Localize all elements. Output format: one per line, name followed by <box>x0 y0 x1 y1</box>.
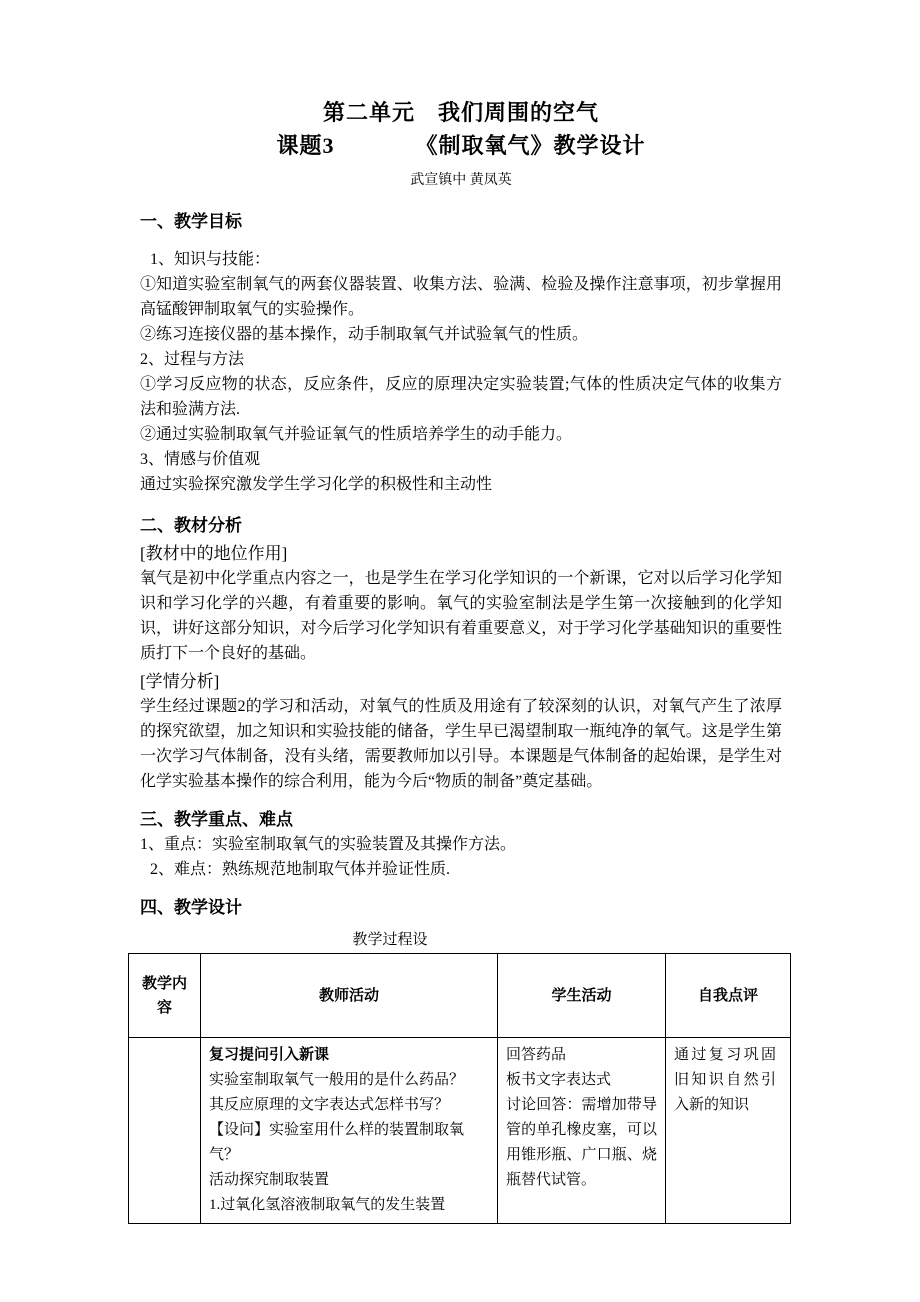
paragraph-knowledge-skills: 1、知识与技能： <box>150 251 271 268</box>
paragraph-emotion-values: 3、情感与价值观 <box>140 451 261 468</box>
doc-subtitle: 课题3 《制取氧气》教学设计 <box>276 133 646 158</box>
teacher-activity-title: 复习提问引入新课 <box>209 1047 330 1063</box>
subheading-student-analysis: [学情分析] <box>140 672 220 691</box>
teacher-activity-line: 1.过氧化氢溶液制取氧气的发生装置 <box>209 1197 446 1213</box>
paragraph-method-2: ②通过实验制取氧气并验证氧气的性质培养学生的动手能力。 <box>140 426 573 443</box>
cell-student-activity <box>498 1038 666 1224</box>
section-heading-objectives: 一、教学目标 <box>140 212 242 231</box>
cell-teaching-content <box>129 1038 201 1224</box>
paragraph-difficult-point: 2、难点：熟练规范地制取气体并验证性质. <box>150 861 451 878</box>
paragraph-method-1: ①学习反应物的状态，反应条件，反应的原理决定实验装置;气体的性质决定气体的收集方法和验满方法. <box>140 376 782 418</box>
student-activity-line: 讨论回答：需增加带导管的单孔橡皮塞，可以用锥形瓶、广口瓶、烧瓶替代试管。 <box>506 1097 657 1188</box>
paragraph-key-point: 1、重点：实验室制取氧气的实验装置及其操作方法。 <box>140 836 517 853</box>
table-row <box>129 1038 791 1224</box>
paragraph-process-method: 2、过程与方法 <box>140 351 245 368</box>
author-line: 武宣镇中 黄凤英 <box>410 173 512 188</box>
student-activity-line: 板书文字表达式 <box>506 1072 612 1088</box>
teaching-process-table <box>128 953 791 1224</box>
teacher-activity-line: 【设问】实验室用什么样的装置制取氧气？ <box>209 1122 465 1163</box>
paragraph-objective-2: ②练习连接仪器的基本操作，动手制取氧气并试验氧气的性质。 <box>140 326 589 343</box>
table-header-row <box>129 954 791 1038</box>
col-header-self-review: 自我点评 <box>666 954 791 1038</box>
paragraph-emotion-detail: 通过实验探究激发学生学习化学的积极性和主动性 <box>140 476 493 493</box>
student-activity-line: 回答药品 <box>506 1047 567 1063</box>
section-heading-key-points: 三、教学重点、难点 <box>140 810 293 829</box>
col-header-teaching-content: 教学内容 <box>129 954 201 1038</box>
col-header-teacher-activity: 教师活动 <box>201 954 498 1038</box>
col-header-student-activity: 学生活动 <box>498 954 666 1038</box>
cell-self-review <box>666 1038 791 1224</box>
cell-teacher-activity <box>201 1038 498 1224</box>
section-heading-teaching-design: 四、教学设计 <box>140 898 242 917</box>
table-caption: 教学过程设 <box>352 932 428 948</box>
paragraph-student-analysis: 学生经过课题2的学习和活动，对氧气的性质及用途有了较深刻的认识，对氧气产生了浓厚的探究欲望，加之知识和实验技能的储备，学生早已渴望制取一瓶纯净的氧气。这是学生第一次学习气体制备，没有头绪，需要教师加以引导。本课题是气体制备的起始课，是学生对化学实验基本操作的综合利用，能为今后“物质的制备”奠定基础。 <box>140 698 782 790</box>
paragraph-material-role: 氧气是初中化学重点内容之一，也是学生在学习化学知识的一个新课，它对以后学习化学知识和学习化学的兴趣，有着重要的影响。氧气的实验室制法是学生第一次接触到的化学知识，讲好这部分知识，对今后学习化学知识有着重要意义，对于学习化学基础知识的重要性质打下一个良好的基础。 <box>140 570 782 662</box>
teacher-activity-line: 其反应原理的文字表达式怎样书写？ <box>209 1097 450 1113</box>
paragraph-objective-1: ①知道实验室制氧气的两套仪器装置、收集方法、验满、检验及操作注意事项，初步掌握用高锰酸钾制取氧气的实验操作。 <box>140 276 782 318</box>
section-heading-material-analysis: 二、教材分析 <box>140 516 242 535</box>
teacher-activity-line: 活动探究制取装置 <box>209 1172 330 1188</box>
subheading-material-role: [教材中的地位作用] <box>140 544 288 563</box>
self-review-text: 通过复习巩固旧知识自然引入新的知识 <box>674 1047 776 1113</box>
teacher-activity-line: 实验室制取氧气一般用的是什么药品？ <box>209 1072 465 1088</box>
doc-title: 第二单元 我们周围的空气 <box>322 100 599 125</box>
